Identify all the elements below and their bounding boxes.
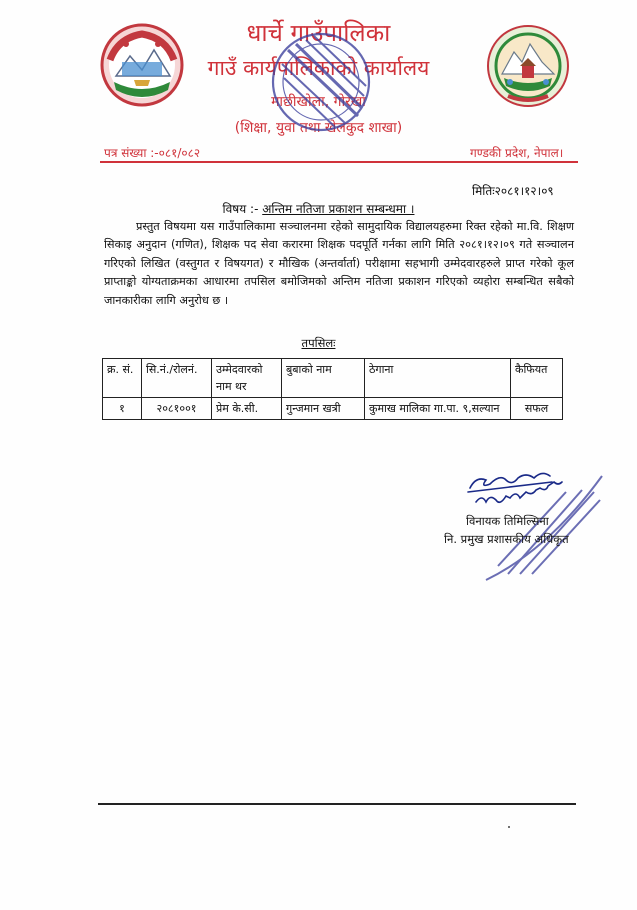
- cell-serial: १: [103, 398, 142, 420]
- cell-father-name: गुन्जमान खत्री: [282, 398, 365, 420]
- header-remarks: कैफियत: [511, 359, 563, 398]
- signatory-name: विनायक तिमिल्सिना: [466, 514, 549, 528]
- signatory-title: नि. प्रमुख प्रशासकीय अधिकृत: [444, 532, 569, 546]
- header-address: ठेगाना: [365, 359, 511, 398]
- reference-number: पत्र संख्या :-०८१/०८२: [104, 146, 201, 160]
- footer-divider: [98, 803, 576, 805]
- header-candidate-name: उम्मेदवारको नाम थर: [212, 359, 282, 398]
- header-roll-number: सि.नं./रोलनं.: [142, 359, 212, 398]
- office-name: गाउँ कार्यपालिकाको कार्यालय: [207, 56, 430, 80]
- letter-subject: [0, 200, 637, 217]
- page-speck: [508, 826, 510, 828]
- cell-candidate-name: प्रेम के.सी.: [212, 398, 282, 420]
- section-name: (शिक्षा, युवा तथा खेलकुद शाखा): [234, 120, 403, 136]
- cell-address: कुमाख मालिका गा.पा. ९,सल्यान: [365, 398, 511, 420]
- province-name: गण्डकी प्रदेश, नेपाल।: [470, 146, 564, 160]
- letter-body: [104, 218, 574, 310]
- cell-roll-number: २०८१००१: [142, 398, 212, 420]
- letter-body-text: प्रस्तुत विषयमा यस गाउँपालिकामा सञ्चालनमा रहेको सामुदायिक विद्यालयहरुमा रिक्त रहेको मा.वि. शिक्षण सिकाइ अनुदान (गणित), शिक्षक पद सेवा करारमा शिक्षक पदपूर्ति गर्नका लागि मिति २०८१।१२।०९ गते सञ्चालन गरिएको लिखित (वस्तुगत र विषयगत) र मौखिक (अन्तर्वार्ता) परीक्षामा सहभागी उम्मेदवारहरुले प्राप्त गरेको कूल प्राप्ताङ्को योग्यताक्रमका आधारमा तपसिल बमोजिमको अन्तिम नतिजा प्रकाशन गरिएको व्यहोरा सम्बन्धित सबैको जानकारीका लागि अनुरोध छ ।: [104, 220, 574, 307]
- table-row: [103, 398, 563, 420]
- municipality-name: धार्चे गाउँपालिका: [246, 19, 391, 47]
- subject-text: अन्तिम नतिजा प्रकाशन सम्बन्धमा ।: [262, 202, 415, 216]
- schedule-heading: तपसिलः: [301, 336, 336, 350]
- official-stamp-icon: [266, 20, 376, 150]
- cell-remarks: सफल: [511, 398, 563, 420]
- letter-date: मितिः२०८१।१२।०९: [472, 184, 554, 198]
- result-table: [102, 358, 563, 420]
- subject-label: विषय :-: [222, 202, 263, 216]
- letterhead-divider: [100, 161, 578, 163]
- header-father-name: बुबाको नाम: [282, 359, 365, 398]
- table-header-row: [103, 359, 563, 398]
- office-place: माछीखोला, गोरखा: [271, 94, 366, 110]
- header-serial: क्र. सं.: [103, 359, 142, 398]
